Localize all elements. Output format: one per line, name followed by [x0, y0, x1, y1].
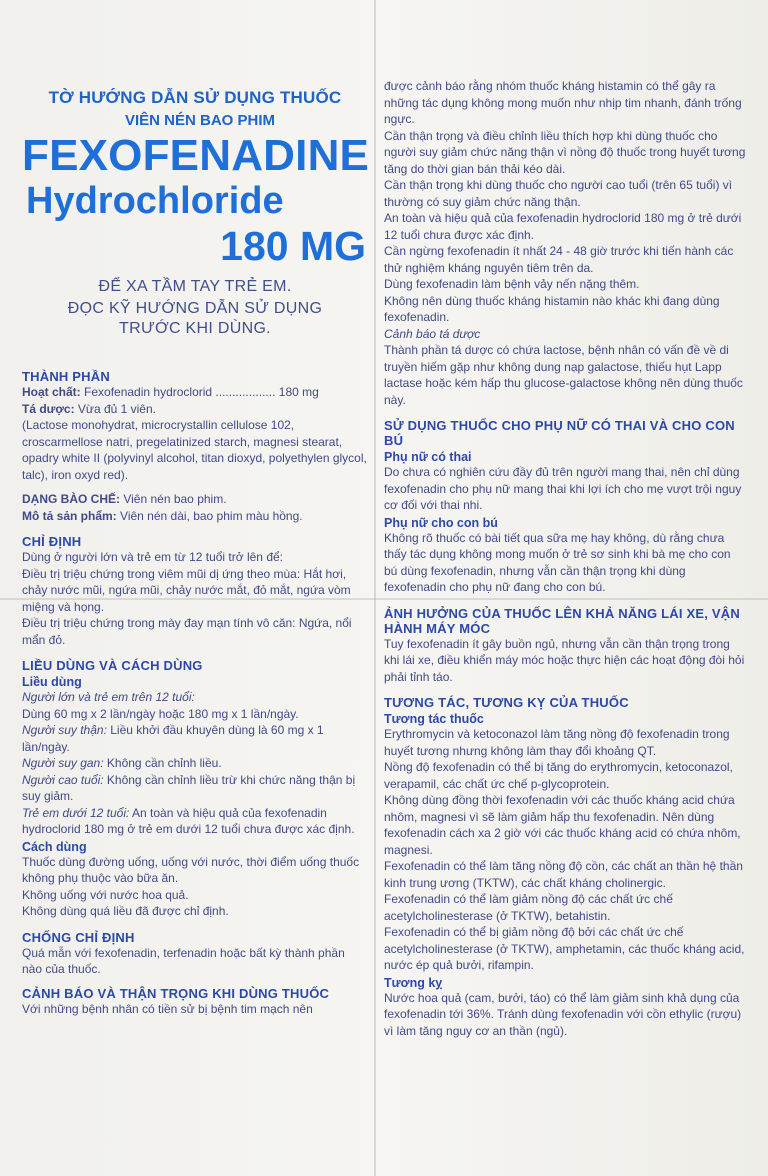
dosage-subheading: Liều dùng [22, 675, 82, 689]
usage-text: Không uống với nước hoa quả. [22, 887, 189, 902]
interactions-heading: TƯƠNG TÁC, TƯƠNG KỴ CỦA THUỐC [384, 695, 629, 710]
description-label: Mô tả sản phẩm: [22, 508, 117, 523]
warnings-text: Cần thận trọng và điều chỉnh liều thích hợp khi dùng thuốc cho người suy giảm chức năng thận vì nồng độ thuốc trong huyết tương tăng do thời gian bán thải kéo dài. [384, 128, 746, 176]
warnings-text: Với những bệnh nhân có tiền sử bị bệnh tim mạch nên [22, 1001, 313, 1016]
warnings-heading: CẢNH BÁO VÀ THẬN TRỌNG KHI DÙNG THUỐC [22, 985, 330, 1001]
usage-text: Không dùng quá liều đã được chỉ định. [22, 904, 229, 918]
adult-dose: Dùng 60 mg x 2 lần/ngày hoặc 180 mg x 1 lần/ngày. [22, 706, 299, 721]
child-value: An toàn và hiệu quả của fexofenadin hydroclorid 180 mg ở trẻ em dưới 12 tuổi chưa được xác định. [22, 805, 355, 836]
warnings-text: An toàn và hiệu quả của fexofenadin hydroclorid 180 mg ở trẻ dưới 12 tuổi chưa được xác định. [384, 211, 742, 242]
warnings-text: được cảnh báo rằng nhóm thuốc kháng histamin có thể gây ra những tác dụng không mong muốn như nhịp tim nhanh, đánh trống ngực. [384, 79, 742, 126]
incompatibility-text: Nước hoa quả (cam, bưởi, táo) có thể làm giảm sinh khả dụng của fexofenadin tới 36%. Tránh dùng fexofenadin với cồn ethylic (rượu) vì làm tăng nguy cơ an thần (ngủ). [384, 990, 742, 1038]
hepatic-value: Không cần chỉnh liều. [106, 756, 222, 770]
dosage-form-title: VIÊN NÉN BAO PHIM [124, 112, 275, 129]
active-label: Hoạt chất: [22, 385, 81, 399]
excipient-value: Vừa đủ 1 viên. [77, 401, 156, 416]
elderly-dose [22, 772, 368, 805]
warning-keep-away: ĐỂ XA TẦM TAY TRẺ EM. [98, 278, 292, 295]
pregnancy-text: Do chưa có nghiên cứu đầy đủ trên người mang thai, nên chỉ dùng fexofenadin cho phụ nữ mang thai khi lợi ích cho mẹ vượt trội nguy cơ đối với thai nhi. [384, 465, 742, 512]
child-label: Trẻ em dưới 12 tuổi: [22, 805, 130, 820]
interaction-text: Erythromycin và ketoconazol làm tăng nồng độ fexofenadin trong huyết tương nhưng không làm thay đổi khoảng QT. [384, 727, 730, 758]
excipient [22, 401, 368, 418]
hepatic-label: Người suy gan: [22, 756, 104, 770]
lactation-text: Không rõ thuốc có bài tiết qua sữa mẹ hay không, dù rằng chưa thấy tác dụng không mong muốn ở trẻ sơ sinh khi bà mẹ cho con bú dùng fexofenadin, nhưng vẫn cần thận trọng khi dùng fexofenadin cho phụ nữ đang cho con bú. [384, 530, 731, 594]
interaction-text: Fexofenadin có thể làm giảm nồng độ các chất ức chế acetylcholinesterase (ở TKTW), betahistin. [384, 892, 673, 923]
elderly-value: Không cần chỉnh liều trừ khi chức năng thận bị suy giảm. [22, 772, 356, 803]
incompatibility-subheading: Tương kỵ [384, 975, 443, 990]
warnings-text: Không nên dùng thuốc kháng histamin nào khác khi đang dùng fexofenadin. [384, 293, 720, 324]
drug-interaction-subheading: Tương tác thuốc [384, 712, 484, 726]
renal-value: Liều khởi đầu khuyên dùng là 60 mg x 1 lần/ngày. [22, 723, 324, 754]
pregnancy-subheading: Phụ nữ có thai [384, 450, 472, 464]
driving-heading: ẢNH HƯỞNG CỦA THUỐC LÊN KHẢ NĂNG LÁI XE, VẬN HÀNH MÁY MÓC [384, 605, 740, 636]
adult-label: Người lớn và trẻ em trên 12 tuổi: [22, 690, 195, 704]
child-dose [22, 805, 368, 838]
warnings-text: Dùng fexofenadin làm bệnh vảy nến nặng thêm. [384, 277, 640, 291]
warnings-text: Cần thận trọng khi dùng thuốc cho người cao tuổi (trên 65 tuổi) vì thường có suy giảm chức năng thận. [384, 178, 733, 209]
driving-text: Tuy fexofenadin ít gây buồn ngủ, nhưng vẫn cần thận trọng trong khi lái xe, điều khiển máy móc hoặc thực hiện các hoạt động đòi hỏi phải tỉnh táo. [384, 636, 745, 684]
product-description [22, 508, 368, 525]
excipient-label: Tá dược: [22, 401, 75, 416]
excipient-warning-heading: Cảnh báo tá dược [384, 326, 481, 341]
excipient-list: (Lactose monohydrat, microcrystallin cellulose 102, croscarmellose natri, pregelatinized starch, magnesi stearat, opadry white II (polyvinyl alcohol, titan dioxyd, polyethylen glycol, talc), iron oxyd red). [22, 418, 367, 482]
lactation-subheading: Phụ nữ cho con bú [384, 515, 498, 530]
elderly-label: Người cao tuổi: [22, 772, 104, 787]
drug-name: FEXOFENADINE [22, 131, 370, 180]
drug-salt: Hydrochloride [26, 180, 284, 222]
dosage-form-line [22, 491, 368, 508]
right-column [384, 78, 746, 1176]
fold-line [374, 0, 376, 1176]
pregnancy-heading: SỬ DỤNG THUỐC CHO PHỤ NỮ CÓ THAI VÀ CHO CON BÚ [384, 418, 735, 448]
dosage-form-label: DẠNG BÀO CHẾ: [22, 492, 120, 506]
warning-read: ĐỌC KỸ HƯỚNG DẪN SỬ DỤNG [67, 300, 323, 317]
composition-heading: THÀNH PHẦN [22, 369, 110, 384]
indication-text: Điều trị triệu chứng trong mày đay mạn tính vô căn: Ngứa, nổi mẩn đỏ. [22, 616, 352, 647]
contraindication-heading: CHỐNG CHỈ ĐỊNH [22, 929, 135, 945]
active-value: Fexofenadin hydroclorid .................. 180 mg [84, 385, 319, 399]
hepatic-dose [22, 755, 368, 772]
dosage-form-value: Viên nén bao phim. [123, 492, 227, 506]
left-column [22, 82, 368, 1176]
interaction-text: Không dùng đồng thời fexofenadin với các thuốc kháng acid chứa nhôm, magnesi vì sẽ làm giảm hấp thu fexofenadin. Nên dùng fexofenadin cách xa 2 giờ với các thuốc kháng acid có chứa nhôm, magnesi. [384, 793, 741, 857]
contraindication-text: Quá mẫn với fexofenadin, terfenadin hoặc bất kỳ thành phần nào của thuốc. [22, 945, 345, 976]
interaction-text: Nồng độ fexofenadin có thể bị tăng do erythromycin, ketoconazol, verapamil, các chất ức chế p-glycoprotein. [384, 760, 733, 791]
warning-before-use: TRƯỚC KHI DÙNG. [119, 320, 271, 337]
interaction-text: Fexofenadin có thể làm tăng nồng độ cồn, các chất an thần hệ thần kinh trung ương (TKTW), các chất kháng cholinergic. [384, 859, 743, 890]
indication-heading: CHỈ ĐỊNH [22, 534, 82, 549]
warnings-text: Cần ngừng fexofenadin ít nhất 24 - 48 giờ trước khi tiến hành các thử nghiệm kháng nguyên tiêm trên da. [384, 244, 734, 275]
dosage-heading: LIỀU DÙNG VÀ CÁCH DÙNG [22, 658, 203, 673]
leaflet-title: TỜ HƯỚNG DẪN SỬ DỤNG THUỐC [48, 88, 342, 107]
drug-strength: 180 MG [220, 223, 366, 269]
indication-text: Dùng ở người lớn và trẻ em từ 12 tuổi trở lên để: [22, 550, 283, 564]
usage-subheading: Cách dùng [22, 839, 87, 854]
interaction-text: Fexofenadin có thể bị giảm nồng độ bởi các chất ức chế acetylcholinesterase (ở TKTW), amphetamin, các thuốc kháng acid, nước ép quả bưởi, rifampin. [384, 925, 745, 972]
usage-text: Thuốc dùng đường uống, uống với nước, thời điểm uống thuốc không phụ thuộc vào bữa ăn. [22, 854, 360, 885]
description-value: Viên nén dài, bao phim màu hồng. [120, 508, 303, 523]
active-ingredient [22, 384, 368, 401]
renal-dose [22, 722, 368, 755]
indication-text: Điều trị triệu chứng trong viêm mũi dị ứng theo mùa: Hắt hơi, chảy nước mũi, ngứa mũi, chảy nước mắt, đỏ mắt, ngứa vòm miệng và họng. [22, 566, 351, 614]
excipient-warning-text: Thành phần tá dược có chứa lactose, bệnh nhân có vấn đề về di truyền hiếm gặp như không dung nạp galactose, thiếu hụt Lapp lactase hoặc kém hấp thu glucose-galactose không nên dùng thuốc này. [384, 343, 743, 407]
renal-label: Người suy thận: [22, 723, 107, 737]
